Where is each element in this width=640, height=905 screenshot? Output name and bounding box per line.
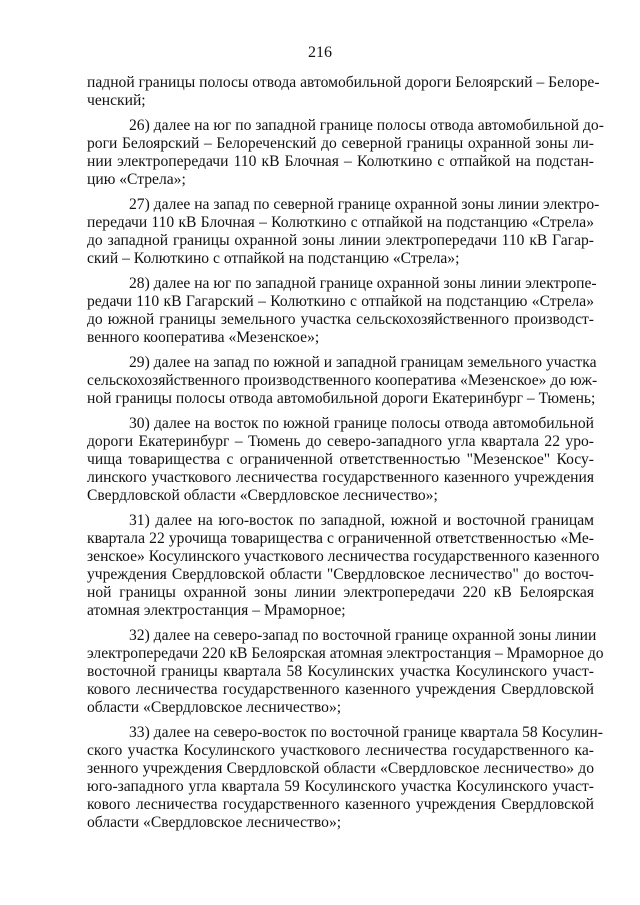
text-line: до южной границы земельного участка сельскохозяйственного производст-: [87, 311, 594, 328]
text-line: 32) далее на северо-запад по восточной границе охранной зоны линии: [129, 627, 597, 644]
text-line: кового лесничества государственного казенного учреждения Свердловской: [87, 796, 594, 813]
text-line: редачи 110 кВ Гагарский – Колюткино с отпайкой на подстанцию «Стрела»: [87, 293, 594, 310]
page-number: 216: [308, 44, 332, 61]
text-line: 33) далее на северо-восток по восточной границе квартала 58 Косулин-: [129, 724, 603, 741]
document-body: [87, 74, 604, 839]
text-line: цию «Стрела»;: [87, 171, 186, 188]
text-line: учреждения Свердловской области "Свердловское лесничество" до восточ-: [87, 566, 594, 583]
text-line: электропередачи 220 кВ Белоярская атомная электростанция – Мраморное до: [87, 645, 604, 662]
text-line: падной границы полосы отвода автомобильной дороги Белоярский – Белоре-: [87, 74, 600, 91]
text-line: зенного учреждения Свердловской области «Свердловское лесничество» до: [87, 760, 594, 777]
text-line: венного кооператива «Мезенское»;: [87, 329, 320, 346]
text-line: юго-западного угла квартала 59 Косулинского участка Косулинского участ-: [87, 778, 594, 795]
text-line: роги Белоярский – Белореченский до северной границы охранной зоны ли-: [87, 135, 594, 152]
text-line: квартала 22 урочища товарищества с ограниченной ответственностью «Ме-: [87, 530, 594, 547]
text-line: до западной границы охранной зоны линии электропередачи 110 кВ Гагар-: [87, 232, 594, 249]
text-line: зенское» Косулинского участкового лесничества государственного казенного: [87, 548, 600, 565]
paragraph: [87, 354, 598, 408]
text-line: области «Свердловское лесничество»;: [87, 699, 342, 716]
paragraph: [87, 724, 603, 832]
text-line: нии электропередачи 110 кВ Блочная – Колюткино с отпайкой на подстан-: [87, 153, 594, 170]
text-line: ский – Колюткино с отпайкой на подстанцию «Стрела»;: [87, 250, 460, 267]
text-line: ченский;: [87, 92, 146, 109]
text-line: восточной границы квартала 58 Косулинских участка Косулинского участ-: [87, 663, 594, 680]
text-line: 28) далее на юг по западной границе охранной зоны линии электропе-: [129, 275, 597, 292]
text-line: 27) далее на запад по северной границе охранной зоны линии электро-: [129, 196, 600, 213]
text-line: Свердловской области «Свердловское лесничество»;: [87, 487, 438, 504]
paragraph: [87, 415, 594, 505]
text-line: чища товарищества с ограниченной ответственностью "Мезенское" Косу-: [87, 451, 594, 468]
text-line: ной границы охранной зоны линии электропередачи 220 кВ Белоярская: [87, 584, 594, 601]
text-line: ского участка Косулинского участкового лесничества государственного ка-: [87, 742, 594, 759]
text-line: сельскохозяйственного производственного кооператива «Мезенское» до юж-: [87, 372, 598, 389]
text-line: 30) далее на восток по южной границе полосы отвода автомобильной: [129, 415, 594, 432]
text-line: линского участкового лесничества государственного казенного учреждения: [87, 469, 594, 486]
text-line: ной границы полосы отвода автомобильной дороги Екатеринбург – Тюмень;: [87, 390, 596, 407]
text-line: 31) далее на юго-восток по западной, южной и восточной границам: [129, 512, 594, 529]
text-line: дороги Екатеринбург – Тюмень до северо-западного угла квартала 22 уро-: [87, 433, 594, 450]
paragraph: [87, 627, 604, 717]
text-line: атомная электростанция – Мраморное;: [87, 602, 346, 619]
paragraph: [87, 275, 597, 347]
paragraph: [87, 117, 604, 189]
paragraph: [87, 196, 600, 268]
text-line: кового лесничества государственного казенного учреждения Свердловской: [87, 681, 594, 698]
text-line: передачи 110 кВ Блочная – Колюткино с отпайкой на подстанцию «Стрела»: [87, 214, 594, 231]
text-line: 26) далее на юг по западной границе полосы отвода автомобильной до-: [129, 117, 604, 134]
paragraph: [87, 74, 600, 110]
paragraph: [87, 512, 600, 620]
text-line: области «Свердловское лесничество»;: [87, 814, 342, 831]
text-line: 29) далее на запад по южной и западной границам земельного участка: [129, 354, 597, 371]
